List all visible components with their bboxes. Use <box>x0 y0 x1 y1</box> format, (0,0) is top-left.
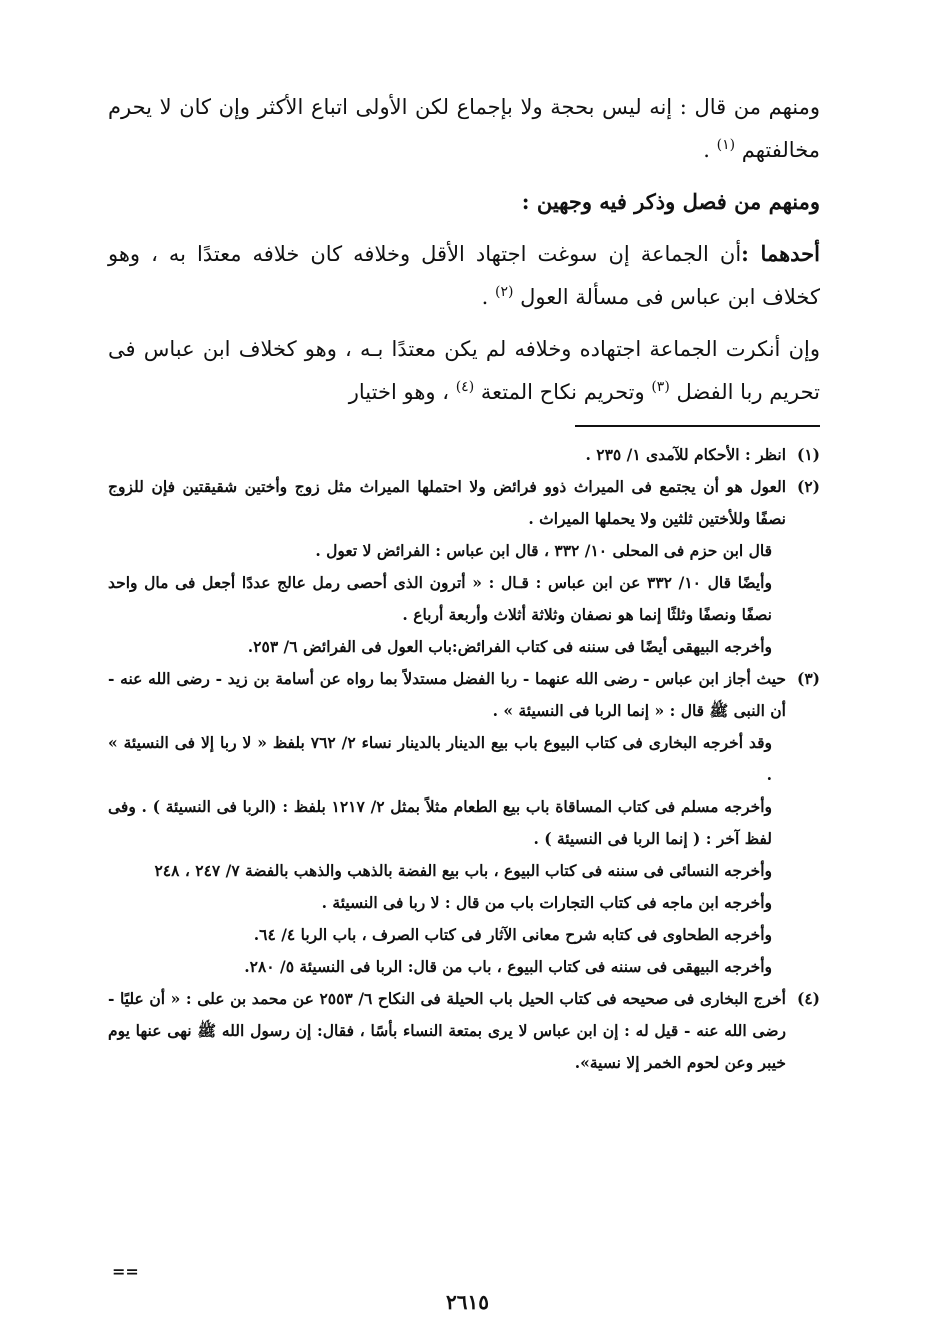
page-content <box>108 88 820 1079</box>
paragraph-text: أن الجماعة إن سوغت اجتهاد الأقل وخلافه كان خلافه معتدًا به ، وهو كخلاف ابن عباس فى مسألة العول <box>108 242 820 309</box>
footnote-text: قال ابن حزم فى المحلى ١٠/ ٣٣٢ ، قال ابن عباس : الفرائض لا تعول . <box>315 541 772 560</box>
footnote-text: وقد أخرجه البخارى فى كتاب البيوع باب بيع الدينار بالدينار نساء ٢/ ٧٦٢ بلفظ « لا ربا إلا فى النسيئة » . <box>108 733 773 784</box>
paragraph-text: وتحريم نكاح المتعة <box>480 380 645 404</box>
footnote-number: (١) <box>796 445 820 464</box>
body-paragraph-1 <box>108 88 820 169</box>
footnote-text: حيث أجاز ابن عباس - رضى الله عنهما - ربا الفضل مستدلاً بما رواه عن أسامة بن زيد - رضى الله عنه - أن النبى ﷺ قال : « إنما الربا فى النسيئة » . <box>108 669 786 720</box>
paragraph-lead: أحدهما : <box>741 241 820 266</box>
footnote-4 <box>108 983 820 1079</box>
paragraph-end: . <box>703 138 710 162</box>
footnote-text: انظر : الأحكام للآمدى ١/ ٢٣٥ . <box>585 445 786 464</box>
footnote-1 <box>108 439 820 471</box>
paragraph-text: ومنهم من فصل وذكر فيه وجهين : <box>521 189 820 214</box>
page-number: ٢٦١٥ <box>446 1290 489 1314</box>
footnote-2 <box>108 471 820 663</box>
footnote-ref-2[interactable]: (٢) <box>494 284 514 300</box>
paragraph-text: ، وهو اختيار <box>348 380 449 404</box>
footnotes <box>108 439 820 1079</box>
continuation-mark: == <box>112 1262 139 1281</box>
footnote-text: وأخرجه الطحاوى فى كتابه شرح معانى الآثار فى كتاب الصرف ، باب الربا ٤/ ٦٤. <box>253 925 772 944</box>
footnote-number: (٣) <box>796 669 820 688</box>
footnote-text: وأيضًا قال ١٠/ ٣٣٢ عن ابن عباس : قـال : « أترون الذى أحصى رمل عالج عددًا أجعل فى مال واحد نصفًا ونصفًا وثلثًا إنما هو نصفان وثلاثة أثلاث وأربعة أرباع . <box>108 573 772 624</box>
footnote-text: العول هو أن يجتمع فى الميراث ذوو فرائض ولا احتملها الميراث مثل زوج وأختين شقيقتين فإن للزوج نصفًا وللأختين ثلثين ولا يحملها الميراث . <box>108 477 786 528</box>
paragraph-text: وإن أنكرت الجماعة اجتهاده وخلافه لم يكن معتدًا بـه ، وهو كخلاف ابن عباس فى تحريم ربا الفضل <box>108 337 820 404</box>
footnote-text: وأخرجه ابن ماجه فى كتاب التجارات باب من قال : لا ربا فى النسيئة . <box>321 893 772 912</box>
footnote-ref-3[interactable]: (٣) <box>651 379 670 395</box>
footnote-separator <box>575 425 820 427</box>
footnote-text: وأخرجه البيهقى أيضًا فى سننه فى كتاب الفرائض:باب العول فى الفرائض ٦/ ٢٥٣. <box>247 637 772 656</box>
footnote-number: (٤) <box>796 989 820 1008</box>
footnote-text: وأخرجه البيهقى فى سننه فى كتاب البيوع ، باب من قال: الربا فى النسيئة ٥/ ٢٨٠. <box>244 957 772 976</box>
footnote-3 <box>108 663 820 983</box>
body-paragraph-3 <box>108 235 820 316</box>
paragraph-end: . <box>481 285 489 309</box>
body-paragraph-2 <box>108 183 820 221</box>
paragraph-text: ومنهم من قال : إنه ليس بحجة ولا بإجماع لكن الأولى اتباع الأكثر وإن كان لا يحرم مخالفتهم <box>108 95 820 162</box>
footnote-text: أخرج البخارى فى صحيحه فى كتاب الحيل باب الحيلة فى النكاح ٦/ ٢٥٥٣ عن محمد بن على : « أن عليًا - رضى الله عنه - قيل له : إن ابن عباس لا يرى بمتعة النساء بأسًا ، فقال: إن رسول الله ﷺ نهى عنها يوم خيبر وعن لحوم الخمر إلا نسية». <box>108 989 786 1072</box>
footnote-text: وأخرجه مسلم فى كتاب المساقاة باب بيع الطعام مثلاً بمثل ٢/ ١٢١٧ بلفظ : (الربا فى النسيئة ) . وفى لفظ آخر : ( إنما الربا فى النسيئة ) . <box>108 797 772 848</box>
footnote-text: وأخرجه النسائى فى سننه فى كتاب البيوع ، باب بيع الفضة بالذهب والذهب بالفضة ٧/ ٢٤٧ ، ٢٤٨ <box>154 861 772 880</box>
footnote-ref-1[interactable]: (١) <box>716 137 736 153</box>
footnote-number: (٢) <box>796 477 820 496</box>
footnote-ref-4[interactable]: (٤) <box>455 379 475 395</box>
body-paragraph-4 <box>108 330 820 411</box>
